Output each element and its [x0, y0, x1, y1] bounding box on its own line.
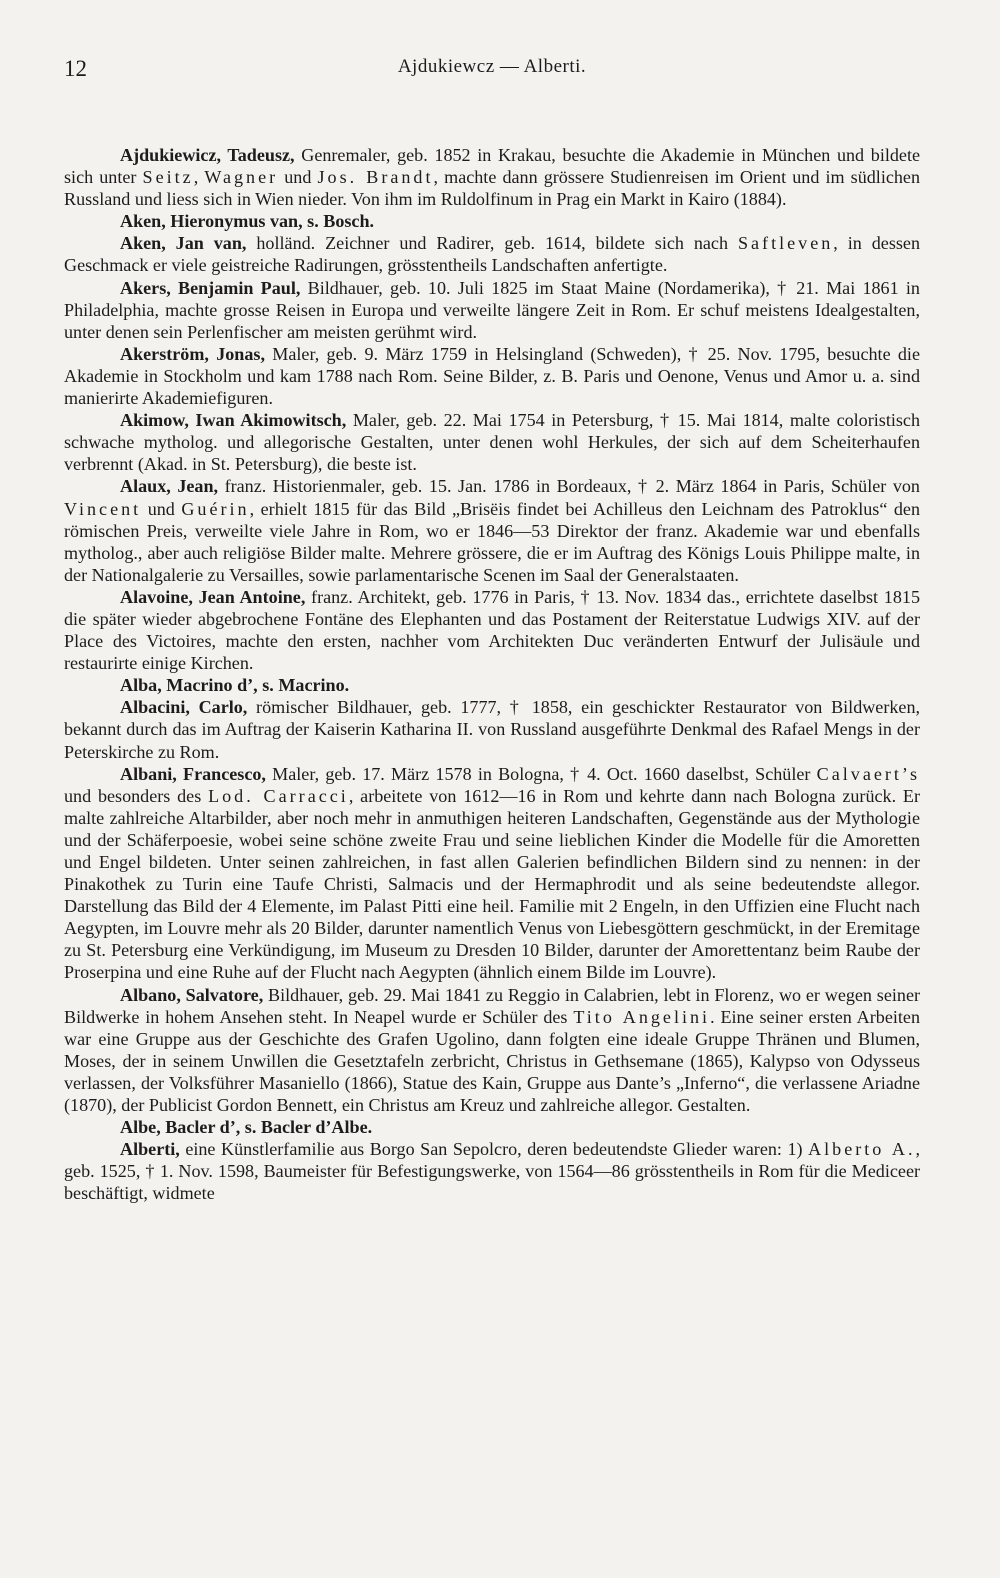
entry [64, 1138, 920, 1204]
entry-text: franz. Architekt, geb. 1776 in Paris, † 13. Nov. 1834 das., errichtete daselbst 1815 die später wieder abgebrochene Fontäne des Elephanten und das Postament der Reiterstatue Ludwigs XIV. auf der Place des Victoires, machte den ersten, nachher vom Architekten Duc veränderten Entwurf der Julisäule und restaurirte einige Kirchen. [64, 586, 920, 674]
entry-text: eine Künstlerfamilie aus Borgo San Sepolcro, deren bedeutendste Glieder waren: 1) [179, 1139, 809, 1160]
page-number: 12 [64, 56, 87, 81]
entry-text: holländ. Zeichner und Radirer, geb. 1614, bildete sich nach [246, 233, 738, 254]
entry-text: , in dessen Geschmack er viele geistreiche Radirungen, grösstentheils Landschaften anfertigte. [64, 233, 920, 276]
entry-text: Maler, geb. 9. März 1759 in Helsingland (Schweden), † 25. Nov. 1795, besuchte die Akademie in Stockholm und kam 1788 nach Rom. Seine Bilder, z. B. Paris und Oenone, Venus und Amor u. a. sind manierirte Akademiefiguren. [64, 343, 920, 409]
entry-name: Albani, Francesco, [120, 763, 266, 784]
entry-text: , machte dann grössere Studienreisen im Orient und im südlichen Russland und liess sich in Wien nieder. Von ihm im Ruldolfinum in Prag ein Markt in Kairo (1884). [64, 167, 921, 210]
entry-text: , arbeitete von 1612—16 in Rom und kehrte dann nach Bologna zurück. Er malte zahlreiche Altarbilder, aber noch mehr in anmuthigen heiteren Landschaften, Gegenstände aus der Mythologie und der Schäferpoesie, wobei seine schöne zweite Frau und seine lieblichen Kinder die Modelle für die Amoretten und Engel bildeten. Unter seinen zahlreichen, in fast allen Galerien befindlichen Bildern sind zu nennen: in der Pinakothek zu Turin eine Taufe Christi, Salmacis und der Hermaphrodit und als seine bedeutendste allegor. Darstellung das Bild der 4 Elemente, im Palast Pitti eine heil. Familie mit 2 Engeln, in den Uffizien eine Flucht nach Aegypten, im Louvre mehr als 20 Bilder, darunter namentlich Venus von Liebesgöttern geschmückt, in der Eremitage zu St. Petersburg eine Verkündigung, im Museum zu Dresden 10 Bilder, darunter der Amorettentanz beim Raube der Proserpina und eine Ruhe auf der Flucht nach Aegypten (ähnlich einem Bilde im Louvre). [64, 785, 920, 983]
entry-name: Aken, Jan van, [120, 233, 247, 254]
entry-text: Bildhauer, geb. 10. Juli 1825 im Staat Maine (Nordamerika), † 21. Mai 1861 in Philadelphia, machte grosse Reisen in Europa und verweilte längere Zeit in Rom. Er schuf meistens Idealgestalten, unter denen sein Perlenfischer am meisten gerühmt wird. [64, 277, 920, 342]
entry-name: Akerström, Jonas, [120, 343, 265, 364]
entry [64, 674, 920, 696]
entry-text-spaced: Jos. Brandt [317, 167, 434, 188]
entry-text-spaced: Seitz [142, 167, 194, 188]
entry-text: . Eine seiner ersten Arbeiten war eine Gruppe aus der Geschichte des Grafen Ugolino, dann folgten eine ideale Gruppe Thränen und Blumen, Moses, der in seinem Unwillen die Gesetztafeln zerbricht, Christus in Gethsemane (1865), Kalypso von Odysseus verlassen, der Volksführer Masaniello (1866), Statue des Kain, Gruppe aus Dante’s „Inferno“, die verlassene Ariadne (1870), der Publicist Gordon Bennett, ein Christus am Kreuz und zahlreiche allegor. Gestalten. [64, 1006, 920, 1116]
entry-text: Bildhauer, geb. 29. Mai 1841 zu Reggio in Calabrien, lebt in Florenz, wo er wegen seiner Bildwerke in hohem Ansehen steht. In Neapel wurde er Schüler des [64, 984, 921, 1027]
entry [64, 475, 920, 585]
entry-text-spaced: Lod. Carracci [208, 785, 349, 806]
entry [64, 232, 920, 276]
page-header [64, 50, 920, 90]
entry-name: Alberti, [120, 1139, 180, 1160]
entry-text-spaced: Tito Angelini [573, 1006, 711, 1027]
entry-text: römischer Bildhauer, geb. 1777, † 1858, ein geschickter Restaurator von Bildwerken, bekannt durch das im Auftrag der Kaiserin Katharina II. von Russland ausgeführte Denkmal des Rafael Mengs in der Peterskirche zu Rom. [64, 697, 921, 762]
entry-text: , geb. 1525, † 1. Nov. 1598, Baumeister für Befestigungswerke, von 1564—86 grösstentheils in Rom für die Mediceer beschäftigt, widmete [64, 1139, 921, 1204]
entry-text-spaced: Saftleven [737, 233, 834, 254]
entry-name: Alavoine, Jean Antoine, [120, 586, 306, 607]
entry-text: und besonders des [64, 785, 209, 806]
entry-name: Akers, Benjamin Paul, [120, 277, 301, 298]
entry [64, 984, 920, 1117]
entry-name: Aken, Hieronymus van, s. Bosch. [120, 211, 375, 232]
entry-name: Alaux, Jean, [120, 476, 219, 497]
entry-text: und [141, 498, 182, 519]
entries-list [64, 144, 920, 1205]
entry-text: Maler, geb. 22. Mai 1754 in Petersburg, † 15. Mai 1814, malte coloristisch schwache mytholog. und allegorische Gestalten, unter denen wohl Herkules, der sich auf dem Scheiterhaufen verbrennt (Akad. in St. Petersburg), die beste ist. [64, 410, 920, 475]
entry-text-spaced: Calvaert’s [816, 763, 920, 784]
entry [64, 210, 920, 232]
entry-text: und [278, 167, 318, 188]
entry [64, 343, 920, 409]
entry-text-spaced: Vincent [64, 498, 142, 519]
entry-name: Albacini, Carlo, [120, 697, 248, 718]
entry-text-spaced: Alberto A. [808, 1139, 916, 1160]
entry-name: Akimow, Iwan Akimowitsch, [120, 410, 347, 431]
entry [64, 144, 920, 210]
entry-text: Maler, geb. 17. März 1578 in Bologna, † 4. Oct. 1660 daselbst, Schüler [265, 763, 817, 784]
entry-name: Albe, Bacler d’, s. Bacler d’Albe. [120, 1117, 373, 1138]
entry-text: , erhielt 1815 für das Bild „Brisëis findet bei Achilleus den Leichnam des Patroklus“ den römischen Preis, verweilte viele Jahre in Rom, wo er 1846—53 Direktor der franz. Akademie war und ebenfalls mytholog., aber auch religiöse Bilder malte. Mehrere grössere, die er im Auftrag des Königs Louis Philippe malte, in der Nationalgalerie zu Versailles, sowie parlamentarische Scenen im Saal der Generalstaaten. [64, 498, 921, 585]
entry [64, 763, 920, 984]
entry-text-spaced: Guérin [181, 498, 250, 519]
entry [64, 586, 920, 674]
entry-text-spaced: Wagner [204, 167, 279, 188]
entry-text: franz. Historienmaler, geb. 15. Jan. 1786 in Bordeaux, † 2. März 1864 in Paris, Schüler von [218, 476, 920, 497]
entry [64, 1116, 920, 1138]
entry-name: Alba, Macrino d’, s. Macrino. [120, 675, 350, 696]
entry [64, 409, 920, 475]
entry-name: Ajdukiewicz, Tadeusz, [120, 145, 295, 165]
entry [64, 696, 920, 762]
entry-text: , [193, 167, 205, 188]
running-head: Ajdukiewcz — Alberti. [397, 56, 587, 77]
entry [64, 277, 920, 343]
entry-text: Genremaler, geb. 1852 in Krakau, besuchte die Akademie in München und bildete sich unter [64, 145, 921, 188]
entry-name: Albano, Salvatore, [120, 984, 264, 1005]
